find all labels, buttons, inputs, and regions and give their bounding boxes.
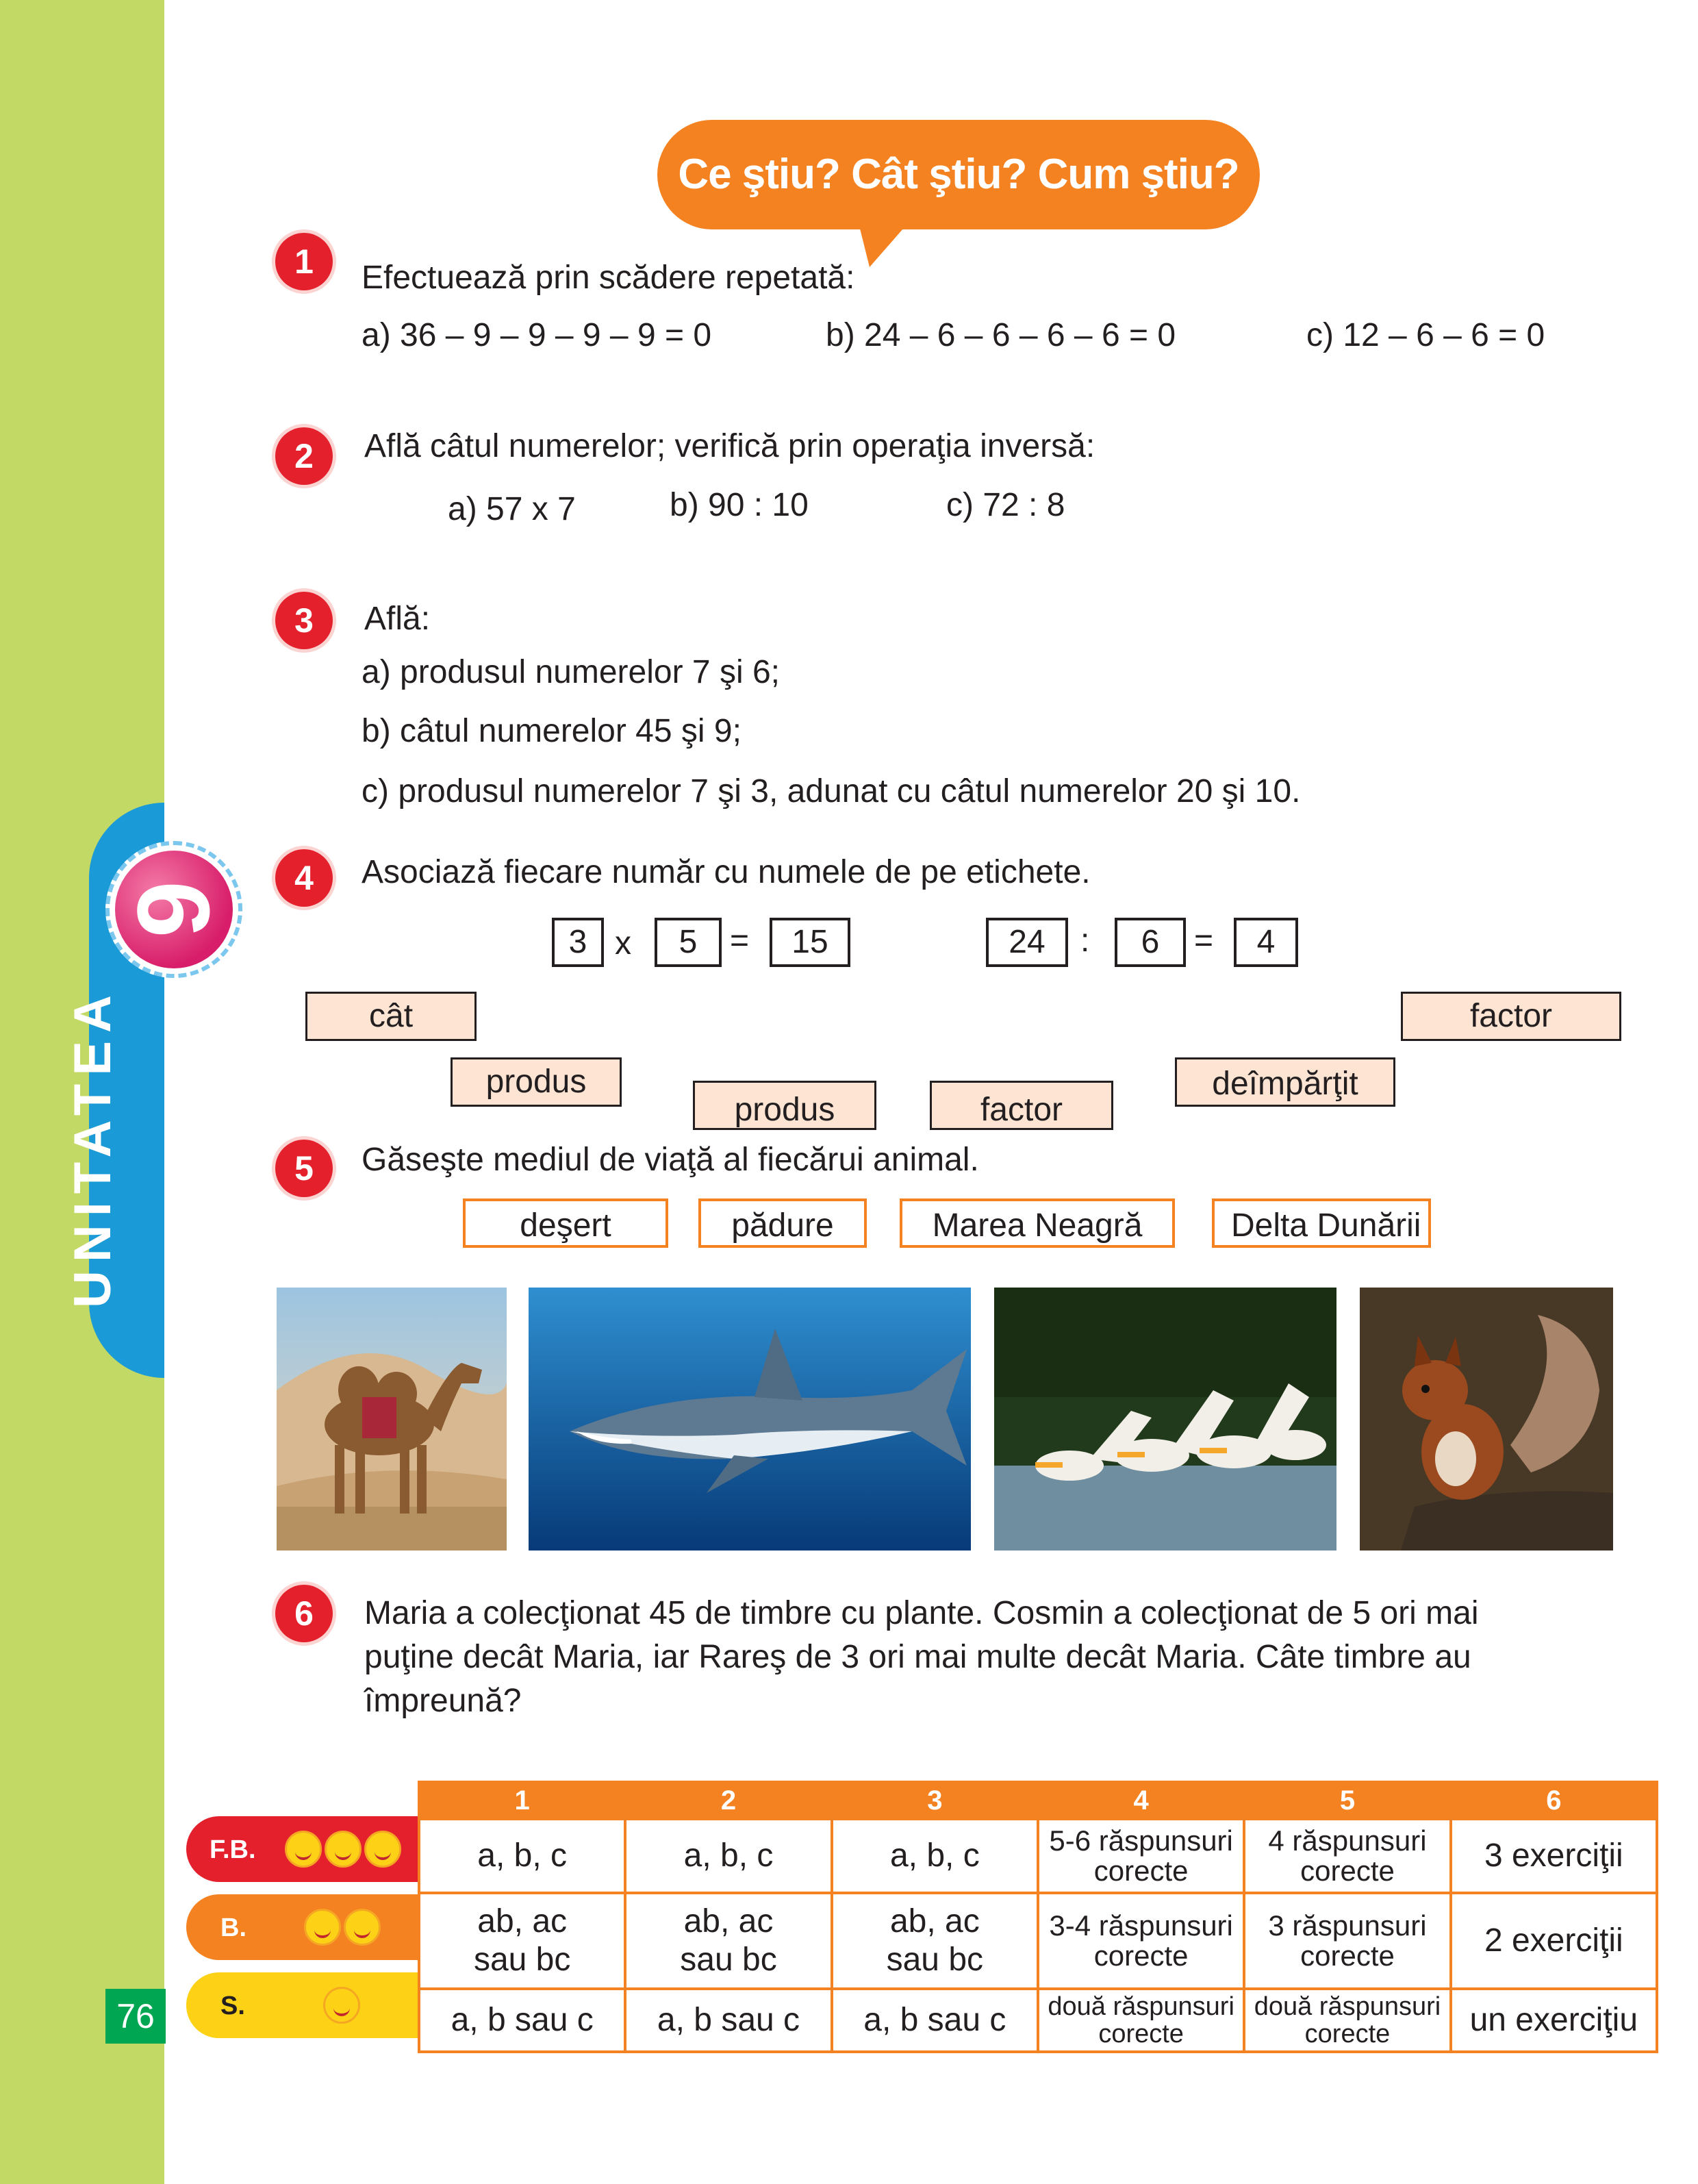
cell-text: un exerciţiu — [1469, 2002, 1638, 2038]
table-cell — [419, 1989, 625, 2052]
exercise-item: c) produsul numerelor 7 şi 3, adunat cu câtul numerelor 20 şi 10. — [362, 773, 1301, 809]
pelicans-photo — [994, 1288, 1336, 1551]
cell-text: corecte — [1093, 1855, 1189, 1887]
exercise-item: a) 36 – 9 – 9 – 9 – 9 = 0 — [362, 317, 712, 353]
exercise-instruction: Află câtul numerelor; verifică prin operaţia inversă: — [364, 428, 1095, 464]
cell-text: 4 răspunsuri — [1268, 1824, 1427, 1857]
smiley-icon — [304, 1909, 341, 1946]
exercise-item: a) produsul numerelor 7 şi 6; — [362, 654, 780, 690]
exercise-number: 5 — [275, 1140, 333, 1197]
smiley-icons — [282, 1831, 401, 1871]
equation-equals: = — [730, 922, 750, 959]
habitat-label[interactable]: Delta Dunării — [1212, 1198, 1431, 1248]
unit-number: 6 — [115, 851, 233, 968]
cell-text: corecte — [1093, 1940, 1189, 1972]
table-cell — [832, 1893, 1038, 1989]
table-cell — [1244, 1819, 1450, 1893]
column-header: 3 — [832, 1782, 1038, 1819]
equation-box: 24 — [986, 918, 1068, 967]
cell-text: sau bc — [886, 1942, 984, 1978]
exercise-number: 6 — [275, 1585, 333, 1642]
exercise-number: 2 — [275, 427, 333, 485]
exercise-number: 1 — [275, 233, 333, 290]
equation-operator: x — [615, 925, 631, 962]
exercise-item: b) 24 – 6 – 6 – 6 – 6 = 0 — [826, 317, 1176, 353]
equation-box: 5 — [655, 918, 722, 967]
cell-text: a, b, c — [477, 1837, 568, 1874]
cell-text: corecte — [1300, 1940, 1395, 1972]
exercise-number: 4 — [275, 849, 333, 907]
cell-text: 2 exerciţii — [1484, 1922, 1623, 1959]
exercise-instruction: Efectuează prin scădere repetată: — [362, 260, 855, 296]
equation-equals: = — [1194, 922, 1214, 959]
table-cell — [1451, 1989, 1657, 2052]
exercise-number: 3 — [275, 592, 333, 649]
table-cell — [625, 1893, 831, 1989]
column-header: 4 — [1038, 1782, 1244, 1819]
habitat-label[interactable]: Marea Neagră — [900, 1198, 1175, 1248]
table-row — [419, 1819, 1657, 1893]
column-header: 2 — [625, 1782, 831, 1819]
exercise-instruction: Asociază fiecare număr cu numele de pe etichete. — [362, 854, 1091, 890]
smiley-icon — [325, 1831, 362, 1868]
level-tab-b — [186, 1894, 419, 1960]
problem-line: puţine decât Maria, iar Rareş de 3 ori mai multe decât Maria. Câte timbre au — [364, 1639, 1471, 1675]
equation-box: 15 — [770, 918, 850, 967]
cell-text: a, b sau c — [451, 2002, 594, 2038]
table-cell — [419, 1819, 625, 1893]
cell-text: două răspunsuri — [1254, 1992, 1441, 2021]
cell-text: 3-4 răspunsuri — [1049, 1909, 1233, 1942]
name-label[interactable]: factor — [930, 1081, 1113, 1130]
cell-text: a, b sau c — [863, 2002, 1006, 2038]
table-cell — [1451, 1819, 1657, 1893]
level-label: B. — [220, 1913, 246, 1942]
cell-text: a, b sau c — [657, 2002, 800, 2038]
column-header: 1 — [419, 1782, 625, 1819]
camel-photo — [277, 1288, 507, 1551]
table-cell — [625, 1819, 831, 1893]
cell-text: sau bc — [680, 1942, 777, 1978]
name-label[interactable]: cât — [305, 992, 477, 1041]
table-cell — [1244, 1893, 1450, 1989]
smiley-icon — [323, 1987, 360, 2024]
cell-text: două răspunsuri — [1048, 1992, 1234, 2021]
equation-box: 3 — [552, 918, 604, 967]
smiley-icons — [301, 1909, 381, 1949]
evaluation-table — [418, 1781, 1658, 2053]
table-cell — [1038, 1893, 1244, 1989]
cell-text: 3 răspunsuri — [1268, 1909, 1427, 1942]
page-number: 76 — [105, 1989, 166, 2044]
cell-text: a, b, c — [683, 1837, 774, 1874]
cell-text: ab, ac — [889, 1903, 980, 1940]
name-label[interactable]: factor — [1401, 992, 1621, 1041]
habitat-label[interactable]: deşert — [463, 1198, 668, 1248]
exercise-item: b) 90 : 10 — [670, 487, 809, 523]
table-cell — [1451, 1893, 1657, 1989]
cell-text: corecte — [1300, 1855, 1395, 1887]
table-row — [419, 1989, 1657, 2052]
table-cell — [832, 1989, 1038, 2052]
equation-operator: : — [1080, 922, 1090, 959]
level-tab-fb — [186, 1816, 419, 1882]
smiley-icon — [364, 1831, 401, 1868]
level-label: S. — [220, 1992, 245, 2020]
level-label: F.B. — [210, 1835, 256, 1864]
equation-box: 4 — [1234, 918, 1298, 967]
equation-box: 6 — [1115, 918, 1186, 967]
name-label[interactable]: produs — [451, 1057, 622, 1107]
smiley-icon — [344, 1909, 381, 1946]
table-cell — [1038, 1989, 1244, 2052]
column-header: 5 — [1244, 1782, 1450, 1819]
exercise-item: b) câtul numerelor 45 şi 9; — [362, 713, 742, 749]
problem-line: împreună? — [364, 1683, 522, 1719]
table-cell — [832, 1819, 1038, 1893]
name-label[interactable]: deîmpărţit — [1175, 1057, 1395, 1107]
table-cell — [1244, 1989, 1450, 2052]
table-cell — [1038, 1819, 1244, 1893]
cell-text: 3 exerciţii — [1484, 1837, 1623, 1874]
page-title: Ce ştiu? Cât ştiu? Cum ştiu? — [678, 151, 1239, 198]
table-cell — [625, 1989, 831, 2052]
exercise-instruction: Găseşte mediul de viaţă al fiecărui animal. — [362, 1142, 979, 1178]
smiley-icon — [285, 1831, 322, 1868]
cell-text: 5-6 răspunsuri — [1049, 1824, 1233, 1857]
cell-text: ab, ac — [477, 1903, 568, 1940]
cell-text: ab, ac — [683, 1903, 774, 1940]
squirrel-photo — [1360, 1288, 1613, 1551]
column-header: 6 — [1451, 1782, 1657, 1819]
cell-text: corecte — [1304, 2020, 1391, 2048]
cell-text: sau bc — [473, 1942, 571, 1978]
cell-text: a, b, c — [889, 1837, 980, 1874]
exercise-item: c) 72 : 8 — [946, 487, 1065, 523]
cell-text: corecte — [1098, 2020, 1184, 2048]
table-cell — [419, 1893, 625, 1989]
exercise-item: c) 12 – 6 – 6 = 0 — [1306, 317, 1545, 353]
name-label[interactable]: produs — [693, 1081, 876, 1130]
table-header-row — [419, 1782, 1657, 1819]
unit-label: UNITATEA — [64, 987, 122, 1308]
exercise-item: a) 57 x 7 — [448, 491, 576, 527]
habitat-label[interactable]: pădure — [698, 1198, 867, 1248]
shark-photo — [529, 1288, 971, 1551]
table-row — [419, 1893, 1657, 1989]
problem-line: Maria a colecţionat 45 de timbre cu plante. Cosmin a colecţionat de 5 ori mai — [364, 1595, 1479, 1631]
smiley-icons — [320, 1987, 360, 2027]
exercise-instruction: Află: — [364, 601, 431, 637]
level-tab-s — [186, 1972, 419, 2038]
